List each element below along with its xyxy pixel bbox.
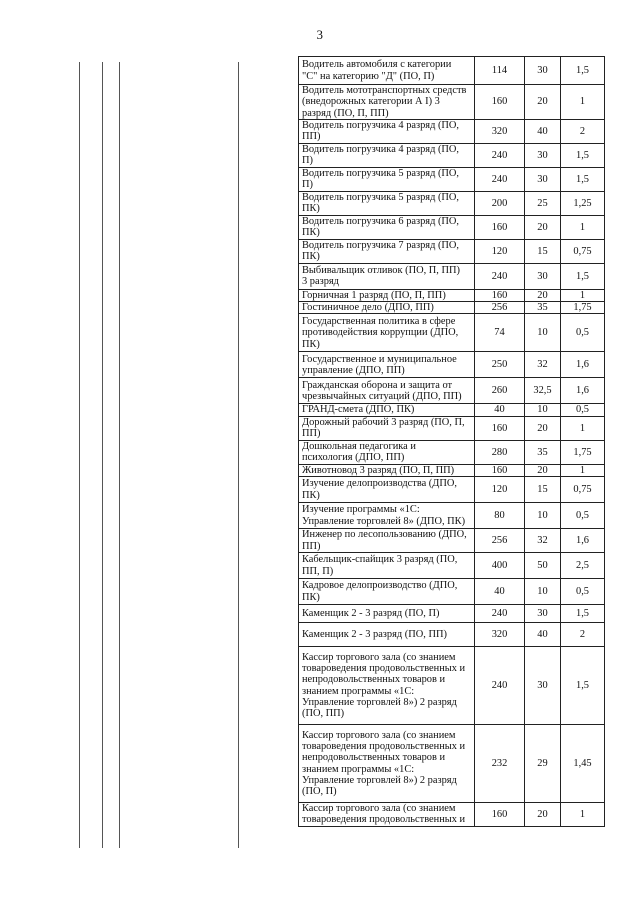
- months-cell: 0,5: [561, 579, 605, 605]
- months-cell: 0,5: [561, 404, 605, 416]
- hours-cell: 160: [475, 416, 525, 440]
- table-row: [299, 553, 605, 579]
- hours-cell: 40: [475, 404, 525, 416]
- course-name-cell: Дошкольная педагогика и психология (ДПО, ПП): [299, 440, 475, 464]
- table-row: [299, 803, 605, 827]
- months-cell: 1,5: [561, 605, 605, 623]
- course-name-cell: Изучение программы «1С: Управление торговлей 8» (ДПО, ПК): [299, 503, 475, 529]
- months-cell: 2,5: [561, 553, 605, 579]
- course-name-cell: Водитель погрузчика 7 разряд (ПО, ПК): [299, 239, 475, 263]
- table-row: [299, 289, 605, 301]
- course-name-cell: Кассир торгового зала (со знанием товароведения продовольственных и: [299, 803, 475, 827]
- margin-line-4: [238, 62, 239, 848]
- table-row: [299, 314, 605, 352]
- months-cell: 1,45: [561, 725, 605, 803]
- table-row: [299, 725, 605, 803]
- hours-cell: 40: [475, 579, 525, 605]
- months-cell: 1: [561, 416, 605, 440]
- months-cell: 0,75: [561, 239, 605, 263]
- days-cell: 35: [525, 302, 561, 314]
- course-name-cell: Водитель погрузчика 5 разряд (ПО, П): [299, 167, 475, 191]
- hours-cell: 240: [475, 605, 525, 623]
- table-row: [299, 167, 605, 191]
- table-row: [299, 57, 605, 85]
- days-cell: 30: [525, 647, 561, 725]
- months-cell: 1,6: [561, 352, 605, 378]
- months-cell: 1: [561, 289, 605, 301]
- hours-cell: 240: [475, 143, 525, 167]
- table-row: [299, 119, 605, 143]
- course-name-cell: Гражданская оборона и защита от чрезвычайных ситуаций (ДПО, ПП): [299, 378, 475, 404]
- course-name-cell: Кабельщик-спайщик 3 разряд (ПО, ПП, П): [299, 553, 475, 579]
- course-name-cell: Выбивальщик отливок (ПО, П, ПП) 3 разряд: [299, 263, 475, 289]
- table-row: [299, 378, 605, 404]
- months-cell: 1: [561, 85, 605, 120]
- months-cell: 2: [561, 623, 605, 647]
- course-name-cell: Гостиничное дело (ДПО, ПП): [299, 302, 475, 314]
- course-name-cell: Водитель автомобиля с категории "С" на категорию "Д" (ПО, П): [299, 57, 475, 85]
- hours-cell: 260: [475, 378, 525, 404]
- margin-line-1: [79, 62, 80, 848]
- days-cell: 40: [525, 119, 561, 143]
- days-cell: 40: [525, 623, 561, 647]
- days-cell: 30: [525, 143, 561, 167]
- days-cell: 50: [525, 553, 561, 579]
- days-cell: 30: [525, 605, 561, 623]
- days-cell: 10: [525, 503, 561, 529]
- course-name-cell: Каменщик 2 - 3 разряд (ПО, П): [299, 605, 475, 623]
- hours-cell: 240: [475, 167, 525, 191]
- hours-cell: 160: [475, 803, 525, 827]
- course-name-cell: Горничная 1 разряд (ПО, П, ПП): [299, 289, 475, 301]
- hours-cell: 232: [475, 725, 525, 803]
- course-name-cell: Государственное и муниципальное управление (ДПО, ПП): [299, 352, 475, 378]
- table-row: [299, 302, 605, 314]
- course-name-cell: Водитель погрузчика 4 разряд (ПО, П): [299, 143, 475, 167]
- months-cell: 1,5: [561, 143, 605, 167]
- page-number: 3: [316, 27, 324, 42]
- course-name-cell: Животновод 3 разряд (ПО, П, ПП): [299, 464, 475, 476]
- table-row: [299, 503, 605, 529]
- course-name-cell: Изучение делопроизводства (ДПО, ПК): [299, 477, 475, 503]
- margin-line-3: [119, 62, 120, 848]
- days-cell: 20: [525, 85, 561, 120]
- days-cell: 30: [525, 167, 561, 191]
- days-cell: 10: [525, 579, 561, 605]
- table-row: [299, 647, 605, 725]
- months-cell: 1,5: [561, 57, 605, 85]
- days-cell: 32,5: [525, 378, 561, 404]
- months-cell: 1: [561, 803, 605, 827]
- months-cell: 0,75: [561, 477, 605, 503]
- months-cell: 1,5: [561, 167, 605, 191]
- course-name-cell: Государственная политика в сфере противодействия коррупции (ДПО, ПК): [299, 314, 475, 352]
- hours-cell: 80: [475, 503, 525, 529]
- days-cell: 32: [525, 529, 561, 553]
- days-cell: 30: [525, 57, 561, 85]
- hours-cell: 320: [475, 119, 525, 143]
- days-cell: 20: [525, 464, 561, 476]
- hours-cell: 120: [475, 239, 525, 263]
- days-cell: 10: [525, 404, 561, 416]
- course-name-cell: Каменщик 2 - 3 разряд (ПО, ПП): [299, 623, 475, 647]
- hours-cell: 320: [475, 623, 525, 647]
- table-row: [299, 404, 605, 416]
- table-row: [299, 239, 605, 263]
- table-row: [299, 215, 605, 239]
- table-row: [299, 143, 605, 167]
- course-name-cell: Инженер по лесопользованию (ДПО, ПП): [299, 529, 475, 553]
- days-cell: 10: [525, 314, 561, 352]
- months-cell: 1: [561, 215, 605, 239]
- table-row: [299, 605, 605, 623]
- hours-cell: 256: [475, 302, 525, 314]
- hours-cell: 160: [475, 215, 525, 239]
- table-row: [299, 352, 605, 378]
- table-row: [299, 477, 605, 503]
- hours-cell: 240: [475, 647, 525, 725]
- course-name-cell: Водитель погрузчика 6 разряд (ПО, ПК): [299, 215, 475, 239]
- hours-cell: 280: [475, 440, 525, 464]
- hours-cell: 256: [475, 529, 525, 553]
- hours-cell: 120: [475, 477, 525, 503]
- months-cell: 1,75: [561, 440, 605, 464]
- months-cell: 1,6: [561, 529, 605, 553]
- months-cell: 1,5: [561, 263, 605, 289]
- hours-cell: 160: [475, 464, 525, 476]
- table-row: [299, 416, 605, 440]
- days-cell: 20: [525, 416, 561, 440]
- margin-line-2: [102, 62, 103, 848]
- table-row: [299, 263, 605, 289]
- table-row: [299, 191, 605, 215]
- days-cell: 35: [525, 440, 561, 464]
- course-name-cell: Водитель мототранспортных средств (внедорожных категории А I) 3 разряд (ПО, П, ПП): [299, 85, 475, 120]
- days-cell: 29: [525, 725, 561, 803]
- months-cell: 0,5: [561, 503, 605, 529]
- table-row: [299, 464, 605, 476]
- table-row: [299, 579, 605, 605]
- days-cell: 20: [525, 215, 561, 239]
- hours-cell: 240: [475, 263, 525, 289]
- course-name-cell: Водитель погрузчика 5 разряд (ПО, ПК): [299, 191, 475, 215]
- months-cell: 1,75: [561, 302, 605, 314]
- months-cell: 1,25: [561, 191, 605, 215]
- hours-cell: 400: [475, 553, 525, 579]
- course-name-cell: Водитель погрузчика 4 разряд (ПО, ПП): [299, 119, 475, 143]
- table-row: [299, 85, 605, 120]
- course-name-cell: Кассир торгового зала (со знанием товароведения продовольственных и непродовольственных товаров и знанием программы «1С: Управление торговлей 8») 2 разряд (ПО, ПП): [299, 647, 475, 725]
- days-cell: 20: [525, 803, 561, 827]
- hours-cell: 160: [475, 289, 525, 301]
- days-cell: 15: [525, 477, 561, 503]
- months-cell: 1,6: [561, 378, 605, 404]
- months-cell: 1: [561, 464, 605, 476]
- courses-table-body: [299, 57, 605, 827]
- days-cell: 15: [525, 239, 561, 263]
- months-cell: 1,5: [561, 647, 605, 725]
- course-name-cell: ГРАНД-смета (ДПО, ПК): [299, 404, 475, 416]
- days-cell: 32: [525, 352, 561, 378]
- months-cell: 2: [561, 119, 605, 143]
- table-row: [299, 440, 605, 464]
- days-cell: 25: [525, 191, 561, 215]
- course-name-cell: Кадровое делопроизводство (ДПО, ПК): [299, 579, 475, 605]
- courses-table: [298, 56, 605, 827]
- course-name-cell: Кассир торгового зала (со знанием товароведения продовольственных и непродовольственных товаров и знанием программы «1С: Управление торговлей 8») 2 разряд (ПО, П): [299, 725, 475, 803]
- table-row: [299, 623, 605, 647]
- hours-cell: 200: [475, 191, 525, 215]
- hours-cell: 114: [475, 57, 525, 85]
- course-name-cell: Дорожный рабочий 3 разряд (ПО, П, ПП): [299, 416, 475, 440]
- hours-cell: 74: [475, 314, 525, 352]
- hours-cell: 250: [475, 352, 525, 378]
- table-row: [299, 529, 605, 553]
- days-cell: 20: [525, 289, 561, 301]
- months-cell: 0,5: [561, 314, 605, 352]
- hours-cell: 160: [475, 85, 525, 120]
- days-cell: 30: [525, 263, 561, 289]
